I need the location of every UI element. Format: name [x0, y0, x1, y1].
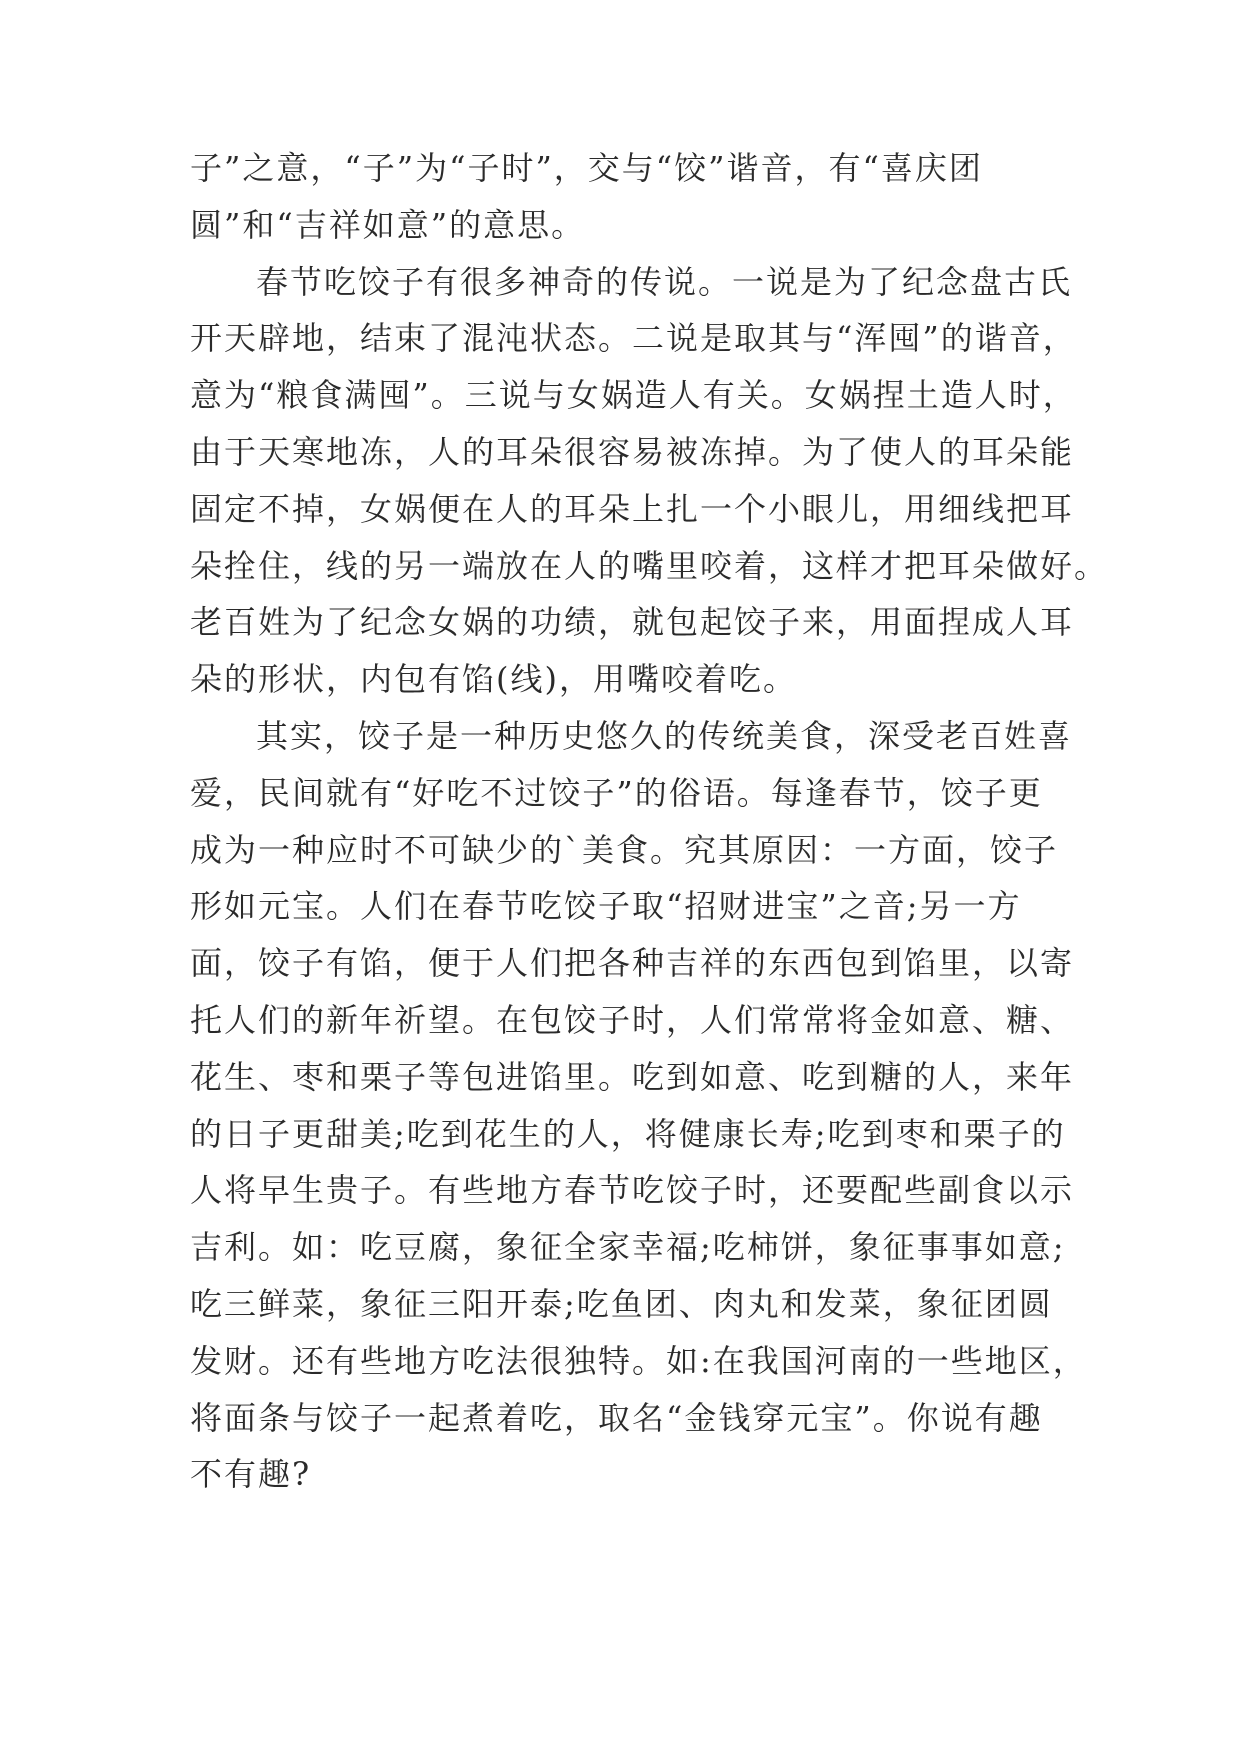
- text-line: 成为一种应时不可缺少的`美食。究其原因：一方面，饺子: [190, 830, 1059, 869]
- text-line: 人将早生贵子。有些地方春节吃饺子时，还要配些副食以示: [190, 1171, 1075, 1210]
- text-line: 形如元宝。人们在春节吃饺子取“招财进宝”之音;另一方: [190, 887, 1022, 926]
- text-line: 圆”和“吉祥如意”的意思。: [190, 205, 586, 244]
- text-line: 由于天寒地冻，人的耳朵很容易被冻掉。为了使人的耳朵能: [190, 432, 1075, 471]
- text-line: 发财。还有些地方吃法很独特。如:在我国河南的一些地区，: [190, 1341, 1087, 1380]
- paragraph-1: [190, 140, 1070, 254]
- document-body: [190, 140, 1109, 1503]
- text-line: 爱，民间就有“好吃不过饺子”的俗语。每逢春节，饺子更: [190, 773, 1043, 812]
- text-line: 的日子更甜美;吃到花生的人，将健康长寿;吃到枣和栗子的: [190, 1114, 1066, 1153]
- text-line: 朵拴住，线的另一端放在人的嘴里咬着，这样才把耳朵做好。: [190, 546, 1109, 585]
- text-line: 不有趣?: [190, 1455, 312, 1494]
- text-line: 将面条与饺子一起煮着吃，取名“金钱穿元宝”。你说有趣: [190, 1398, 1043, 1437]
- text-line: 托人们的新年祈望。在包饺子时，人们常常将金如意、糖、: [190, 1000, 1075, 1039]
- text-line: 子”之意，“子”为“子时”，交与“饺”谐音，有“喜庆团: [190, 149, 983, 187]
- text-line: 花生、枣和栗子等包进馅里。吃到如意、吃到糖的人，来年: [190, 1057, 1075, 1096]
- text-line: 其实，饺子是一种历史悠久的传统美食，深受老百姓喜: [256, 716, 1073, 755]
- paragraph-3: [190, 708, 1087, 1503]
- text-line: 春节吃饺子有很多神奇的传说。一说是为了纪念盘古氏: [256, 262, 1073, 301]
- text-line: 面，饺子有馅，便于人们把各种吉祥的东西包到馅里，以寄: [190, 944, 1075, 983]
- text-line: 老百姓为了纪念女娲的功绩，就包起饺子来，用面捏成人耳: [190, 603, 1075, 642]
- text-line: 吉利。如：吃豆腐，象征全家幸福;吃柿饼，象征事事如意;: [190, 1228, 1066, 1267]
- text-line: 朵的形状，内包有馅(线)，用嘴咬着吃。: [190, 660, 797, 699]
- paragraph-2: [190, 254, 1109, 708]
- text-line: 固定不掉，女娲便在人的耳朵上扎一个小眼儿，用细线把耳: [190, 489, 1075, 528]
- text-line: 意为“粮食满囤”。三说与女娲造人有关。女娲捏土造人时，: [190, 376, 1077, 415]
- text-line: 开天辟地，结束了混沌状态。二说是取其与“浑囤”的谐音，: [190, 319, 1077, 358]
- text-line: 吃三鲜菜，象征三阳开泰;吃鱼团、肉丸和发菜，象征团圆: [190, 1284, 1053, 1323]
